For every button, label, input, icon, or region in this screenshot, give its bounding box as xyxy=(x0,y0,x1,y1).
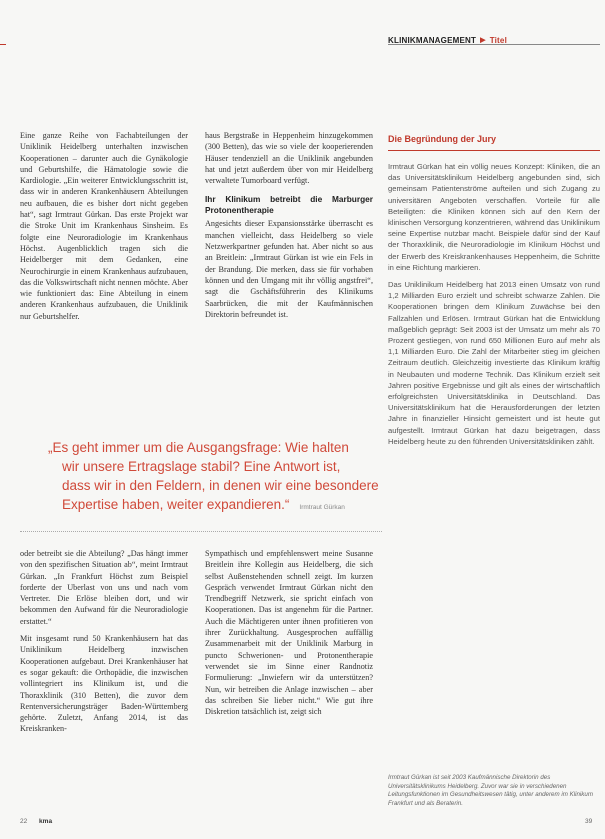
quote-line: „Es geht immer um die Ausgangsfrage: Wie halten xyxy=(48,440,349,455)
quote-line: dass wir in den Feldern, in denen wir eine besondere xyxy=(62,478,379,493)
paragraph: Mit insgesamt rund 50 Krankenhäusern hat das Uniklinikum Heidelberg inzwischen Kooperationen aufgebaut. Drei Krankenhäuser hat es sogar gekauft: die Orthopädie, die inzwischen vollintegriert ins Klinikum ist, und die Thoraxklinik (310 Betten), die zuvor dem Rentenversicherungsträger Baden-Württemberg gehörte. Zuletzt, Anfang 2014, ist das Kreiskranken- xyxy=(20,634,188,734)
footer-left xyxy=(20,818,52,825)
jury-rule xyxy=(388,150,600,151)
jury-heading: Die Begründung der Jury xyxy=(388,134,497,144)
column-2-top xyxy=(205,130,373,326)
subheading: Ihr Klinikum betreibt die Marburger Protonentherapie xyxy=(205,194,373,216)
running-head-subsection: Titel xyxy=(489,35,507,45)
column-2-bottom xyxy=(205,548,373,723)
triangle-right-icon: ▶ xyxy=(480,37,486,44)
crop-mark xyxy=(0,44,6,45)
quote-line: wir unsere Ertragslage stabil? Eine Antwort ist, xyxy=(62,459,341,474)
photo-caption: Irmtraut Gürkan ist seit 2003 Kaufmännische Direktorin des Universitätsklinikums Heidelberg. Zuvor war sie in verschiedenen Leitungsfunktionen im Gesundheitswesen tätig, unter anderem im Klinikum Frankfurt und als Beraterin. xyxy=(388,774,593,807)
jury-box xyxy=(388,134,600,453)
paragraph: haus Bergstraße in Heppenheim hinzugekommen (300 Betten), das wie so viele der kooperierenden Häuser tendenziell an die Uniklinik angebunden hat und jetzt außerdem über von mir Heidelberg verwaltete Tumorboard verfügt. xyxy=(205,131,373,186)
paragraph: Angesichts dieser Expansionsstärke überrascht es manchen vielleicht, dass Heidelberg so viele Netzwerkpartner gefunden hat. Aber nicht so aus an Breitlein: „Irmtraut Gürkan ist wie ein Fels in der Brandung. Die merken, dass sie für vorhaben können und den Umgang mit ihr völlig angstfrei“, sagt die Gschäftsführerin des Klinikums Saarbrücken, die mit der Kaufmännischen Direktorin befreundet ist. xyxy=(205,219,373,319)
quote-divider xyxy=(20,531,382,532)
paragraph: oder betreibt sie die Abteilung? „Das hängt immer von den spezifischen Situation ab“, meint Irmtraut Gürkan. „In Frankfurt Höchst zum Beispiel forderte der Uberlast von uns und nach vom Vertreter. Die Erlöse bleiben dort, und wir bekommen den Aufwand für die Neuroradiologie erstattet.“ xyxy=(20,549,188,626)
quote-source: Irmtraut Gürkan xyxy=(299,504,345,511)
running-head-section: KLINIKMANAGEMENT xyxy=(388,35,477,45)
column-1-bottom xyxy=(20,548,188,741)
magazine-name: kma xyxy=(39,818,53,825)
pull-quote xyxy=(48,438,388,517)
page-number-left: 22 xyxy=(20,818,28,825)
quote-text: Expertise haben, weiter expandieren.“ xyxy=(62,497,290,512)
column-1-top xyxy=(20,130,188,328)
paragraph: Irmtraut Gürkan hat ein völlig neues Konzept: Kliniken, die an das Universitätsklinikum Heidelberg angebunden sind, sich gemeinsam Patientenströme aufteilen und sich Zugang zu universitären Angeboten verschaffen. Vorteile für alle Beteiligten: die Kliniken können sich auf den Kern der klinischen Versorgung konzentrieren, während das Uniklinikum seine Expertise nutzbar macht. Beispiele dafür sind der Kauf der Thoraxklinik, die Neuroradiologie im Klinikum Höchst und der Erwerb des Kreiskrankenhauses Heppenheim, die Schritte in eine Richtung markieren. xyxy=(388,162,600,272)
paragraph: Sympathisch und empfehlenswert meine Susanne Breitlein ihre Kollegin aus Heidelberg, die sich selbst Außenstehenden schnell zeigt. Im kurzen Gespräch verwendet Irmtraut Gürkan nicht den Trendbegriff Netzwerk, sie spricht einfach von Kooperationen. Das ist angenehm für die Partner. Auch die Mächtigeren unter ihnen profitieren von ihrer Zurückhaltung. Ausgesprochen auffällig Zusammenarbeit mit der Uniklinik Marburg in puncto Schwerionen- und Protonentherapie verwendet sie im Sinne einer Randnotiz Formulierung: „Inwiefern wir da unterstützen? Nun, wir betreiben die Anlage inzwischen – aber das schreiben Sie lieber nicht.“ Wie gut ihre Diskretion tatsächlich ist, zeigt sich xyxy=(205,549,373,717)
page-number-right: 39 xyxy=(585,818,593,825)
quote-line-last xyxy=(48,495,388,517)
paragraph: Eine ganze Reihe von Fachabteilungen der Uniklinik Heidelberg unterhalten inzwischen Kooperationen – darunter auch die Gynäkologie und Geburtshilfe, die Hämatologie sowie die Kardiologie. „Ein weiterer Entwicklungsschritt ist, dass wir in anderen Krankenhäusern Abteilungen neu aufbauen, die es bisher dort nicht gegeben hat“, sagt Irmtraut Gürkan. Das erste Projekt war die Stroke Unit im Krankenhaus Sinsheim. Es folgte eine Neuroradiologie im Krankenhaus Höchst. Augenblicklich tragen sich die Heidelberger mit dem Gedanken, eine Neurochirurgie in einem Krankenhaus aufzubauen, das die Volkswirtschaft nicht nennen möchte. Aber wie funktioniert das: Eine Abteilung in einem anderen Krankenhaus aufzubauen, die Uniklinik nur Geburtshelfer. xyxy=(20,131,188,321)
running-head-rule xyxy=(388,44,600,45)
paragraph: Das Uniklinikum Heidelberg hat 2013 einen Umsatz von rund 1,2 Milliarden Euro erzielt und schreibt schwarze Zahlen. Die Kooperationen bringen dem Klinikum Zuwächse bei den Fallzahlen und Erlösen. Irmtraut Gürkan hat die Entwicklung maßgeblich geprägt: Seit 2003 ist der Umsatz um mehr als 70 Prozent gestiegen, von rund 650 Millionen Euro auf mehr als 1,1 Milliarden Euro. Die Zahl der Mitarbeiter stieg im gleichen Zeitraum deutlich. Gleichzeitig investierte das Klinikum kräftig in Neubauten und moderne Technik. Das Klinikum erzielt seit Jahren positive Ergebnisse und gilt als eines der wirtschaftlich erfolgreichsten Universitätsklinika in Deutschland. Das Universitätsklinikum hat die Herausforderungen der letzten Jahre in finanzieller Hinsicht gemeistert und ist heute gut aufgestellt. Irmtraut Gürkan hat dazu beigetragen, dass Heidelberg heute zu den führenden Universitätskliniken zählt. xyxy=(388,280,600,446)
jury-text xyxy=(388,161,600,447)
